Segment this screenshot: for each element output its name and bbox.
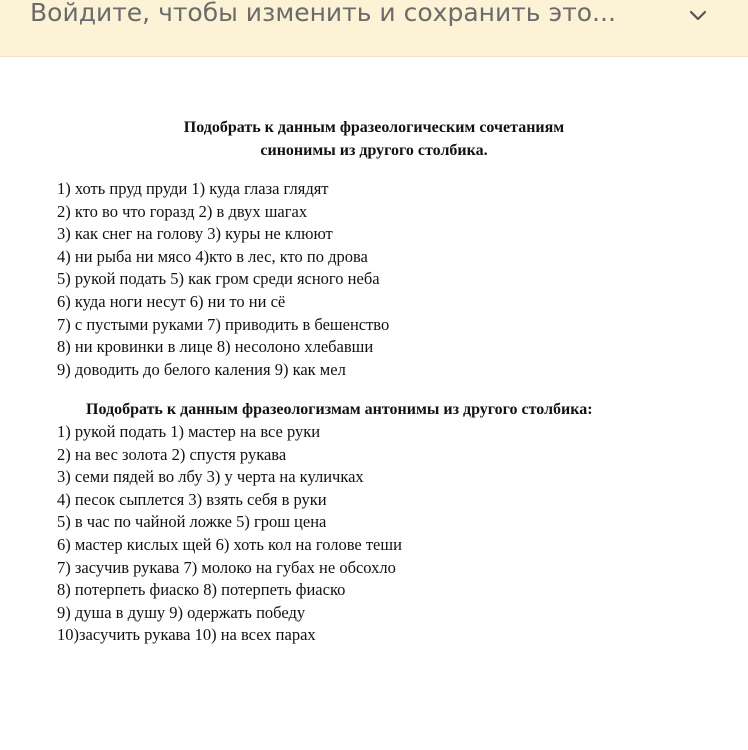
- list-item: 6) куда ноги несут 6) ни то ни сё: [57, 291, 286, 311]
- list-item: 3) семи пядей во лбу 3) у черта на куличках: [57, 467, 364, 487]
- list-item: 8) потерпеть фиаско 8) потерпеть фиаско: [57, 580, 346, 600]
- list-item: 9) душа в душу 9) одержать победу: [57, 602, 306, 622]
- list-item: 6) мастер кислых щей 6) хоть кол на голове теши: [57, 534, 402, 554]
- list-item: 2) на вес золота 2) спустя рукава: [57, 444, 287, 464]
- list-item: 5) в час по чайной ложке 5) грош цена: [57, 512, 327, 532]
- list-item: 4) песок сыплется 3) взять себя в руки: [57, 489, 327, 509]
- list-item: 1) рукой подать 1) мастер на все руки: [57, 422, 321, 441]
- list-item: 7) с пустыми руками 7) приводить в бешенство: [57, 314, 390, 334]
- chevron-down-icon[interactable]: [686, 6, 710, 26]
- sign-in-banner[interactable]: [0, 0, 748, 57]
- section2-title: Подобрать к данным фразеологизмам антонимы из другого столбика:: [86, 401, 593, 418]
- list-item: 3) как снег на голову 3) куры не клюют: [57, 224, 333, 244]
- document-page: [0, 57, 748, 750]
- list-item: 4) ни рыба ни мясо 4)кто в лес, кто по дрова: [57, 246, 368, 266]
- list-item: 2) кто во что горазд 2) в двух шагах: [57, 201, 308, 221]
- list-item: 8) ни кровинки в лице 8) несолоно хлебавши: [57, 337, 374, 357]
- list-item: 5) рукой подать 5) как гром среди ясного неба: [57, 269, 380, 289]
- antonyms-list: [57, 421, 402, 647]
- list-item: 7) засучив рукава 7) молоко на губах не обсохло: [57, 557, 396, 577]
- list-item: 1) хоть пруд пруди 1) куда глаза глядят: [57, 179, 329, 198]
- section1-title-line1: Подобрать к данным фразеологическим сочетаниям: [183, 119, 565, 136]
- synonyms-list: [57, 178, 389, 381]
- list-item: 10)засучить рукава 10) на всех парах: [57, 625, 316, 645]
- sign-in-prompt-text[interactable]: Войдите, чтобы изменить и сохранить это...: [30, 0, 616, 27]
- section1-title-line2: синонимы из другого столбика.: [260, 142, 488, 159]
- list-item: 9) доводить до белого каления 9) как мел: [57, 359, 346, 379]
